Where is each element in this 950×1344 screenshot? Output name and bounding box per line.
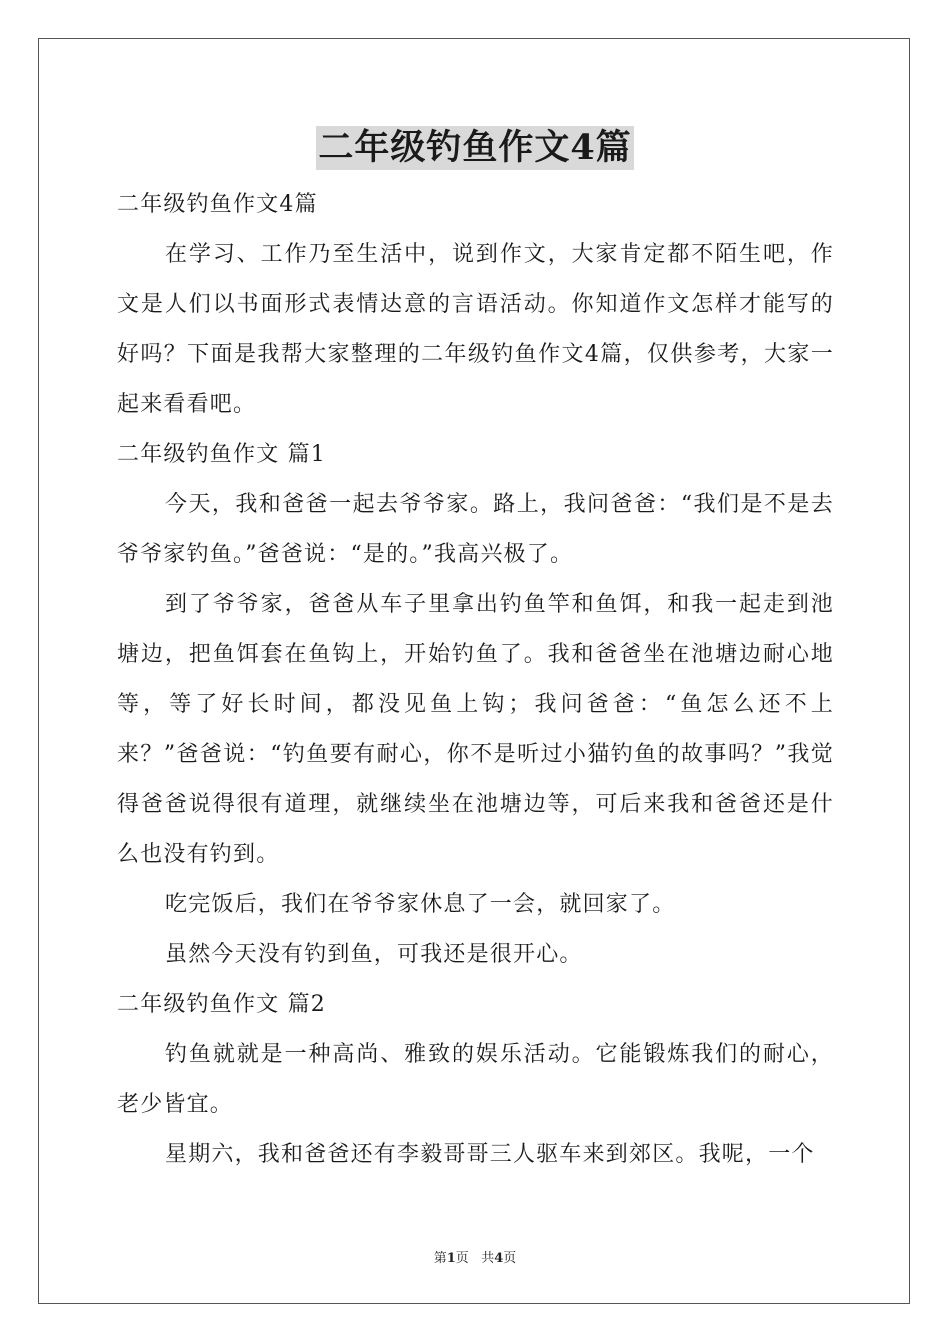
section-heading-1: 二年级钓鱼作文 篇1: [117, 442, 326, 467]
footer-page-total: 4: [494, 1251, 504, 1266]
body-paragraph: 钓鱼就就是一种高尚、雅致的娱乐活动。它能锻炼我们的耐心，老少皆宜。: [117, 1042, 834, 1117]
page-footer: [0, 1247, 950, 1266]
footer-page-current: 1: [446, 1251, 456, 1266]
intro-paragraph: 在学习、工作乃至生活中，说到作文，大家肯定都不陌生吧，作文是人们以书面形式表情达意的言语活动。你知道作文怎样才能写的好吗？下面是我帮大家整理的二年级钓鱼作文4篇，仅供参考，大家一起来看看吧。: [117, 242, 834, 417]
section-heading-2: 二年级钓鱼作文 篇2: [117, 992, 326, 1017]
footer-page-suffix: 页: [455, 1251, 469, 1266]
body-paragraph: 星期六，我和爸爸还有李毅哥哥三人驱车来到郊区。我呢，一个: [165, 1142, 815, 1167]
body-paragraph: 到了爷爷家，爸爸从车子里拿出钓鱼竿和鱼饵，和我一起走到池塘边，把鱼饵套在鱼钩上，开始钓鱼了。我和爸爸坐在池塘边耐心地等，等了好长时间，都没见鱼上钩；我问爸爸：“鱼怎么还不上来？”爸爸说：“钓鱼要有耐心，你不是听过小猫钓鱼的故事吗？”我觉得爸爸说得很有道理，就继续坐在池塘边等，可后来我和爸爸还是什么也没有钓到。: [117, 592, 834, 867]
document-title: 二年级钓鱼作文4篇: [318, 127, 632, 168]
body-paragraph: 今天，我和爸爸一起去爷爷家。路上，我问爸爸：“我们是不是去爷爷家钓鱼。”爸爸说：“是的。”我高兴极了。: [117, 492, 834, 567]
document-body: [117, 180, 834, 1180]
footer-total-suffix: 页: [503, 1251, 517, 1266]
title-wrap: [0, 126, 950, 170]
footer-total-prefix: 共: [481, 1251, 495, 1266]
subtitle-line: 二年级钓鱼作文4篇: [117, 192, 318, 217]
body-paragraph: 虽然今天没有钓到鱼，可我还是很开心。: [165, 942, 583, 967]
body-paragraph: 吃完饭后，我们在爷爷家休息了一会，就回家了。: [165, 892, 676, 917]
footer-page-prefix: 第: [433, 1251, 447, 1266]
